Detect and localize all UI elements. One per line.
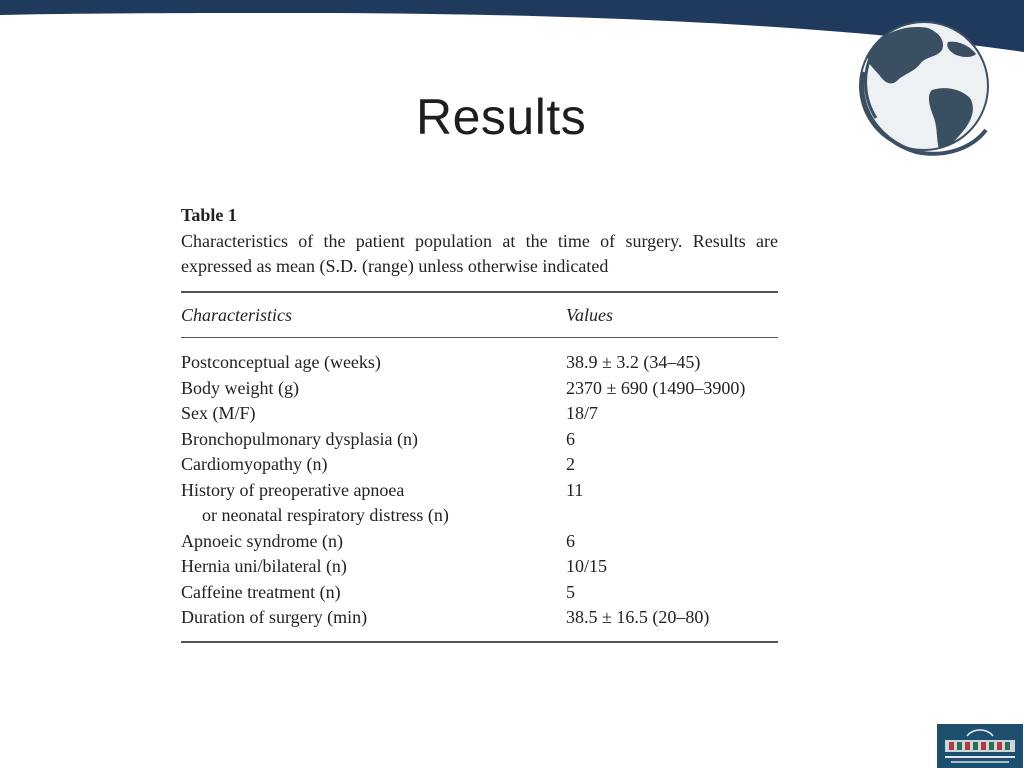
table-row — [181, 503, 778, 529]
cell-value: 38.9 ± 3.2 (34–45) — [566, 352, 701, 372]
cell-value: 10/15 — [566, 556, 608, 576]
cell-value: 6 — [566, 530, 575, 551]
table-body — [181, 338, 778, 641]
table-label: Table 1 — [181, 205, 237, 225]
cell-characteristic: Sex (M/F) — [181, 403, 256, 423]
table-row — [181, 376, 778, 402]
globe-icon — [846, 14, 996, 158]
cell-characteristic: History of preoperative apnoea — [181, 479, 405, 500]
table-row — [181, 478, 778, 504]
cell-value — [587, 503, 778, 529]
table-1 — [181, 204, 778, 643]
table-row — [181, 529, 778, 555]
cell-value: 5 — [566, 581, 575, 602]
table-row — [181, 452, 778, 478]
table-row — [181, 427, 778, 453]
society-logo-icon — [937, 724, 1023, 768]
cell-characteristic: Duration of surgery (min) — [181, 607, 368, 627]
table-row — [181, 350, 778, 376]
cell-characteristic: Body weight (g) — [181, 377, 299, 398]
table-row — [181, 605, 778, 631]
header-values: Values — [566, 304, 613, 325]
table-row — [181, 554, 778, 580]
table-header-row — [181, 293, 778, 337]
cell-value: 2 — [566, 454, 575, 474]
cell-value: 38.5 ± 16.5 (20–80) — [566, 607, 710, 627]
cell-characteristic: Bronchopulmonary dysplasia (n) — [181, 428, 418, 449]
slide-title: Results — [416, 89, 587, 145]
cell-value: 2370 ± 690 (1490–3900) — [566, 377, 746, 398]
table-row — [181, 580, 778, 606]
cell-value: 6 — [566, 428, 575, 449]
cell-characteristic: Caffeine treatment (n) — [181, 581, 341, 602]
header-characteristics: Characteristics — [181, 304, 292, 325]
table-caption: Characteristics of the patient population at the time of surgery. Results are expressed as mean (S.D. (range) unless otherwise indicated — [181, 231, 778, 276]
table-row — [181, 401, 778, 427]
cell-characteristic: or neonatal respiratory distress (n) — [202, 505, 449, 525]
cell-characteristic: Postconceptual age (weeks) — [181, 352, 381, 372]
cell-characteristic: Hernia uni/bilateral (n) — [181, 556, 347, 576]
table-bottom-rule — [181, 641, 778, 643]
cell-characteristic: Cardiomyopathy (n) — [181, 454, 328, 474]
cell-value: 11 — [566, 479, 584, 500]
cell-characteristic: Apnoeic syndrome (n) — [181, 530, 343, 551]
cell-value: 18/7 — [566, 403, 599, 423]
